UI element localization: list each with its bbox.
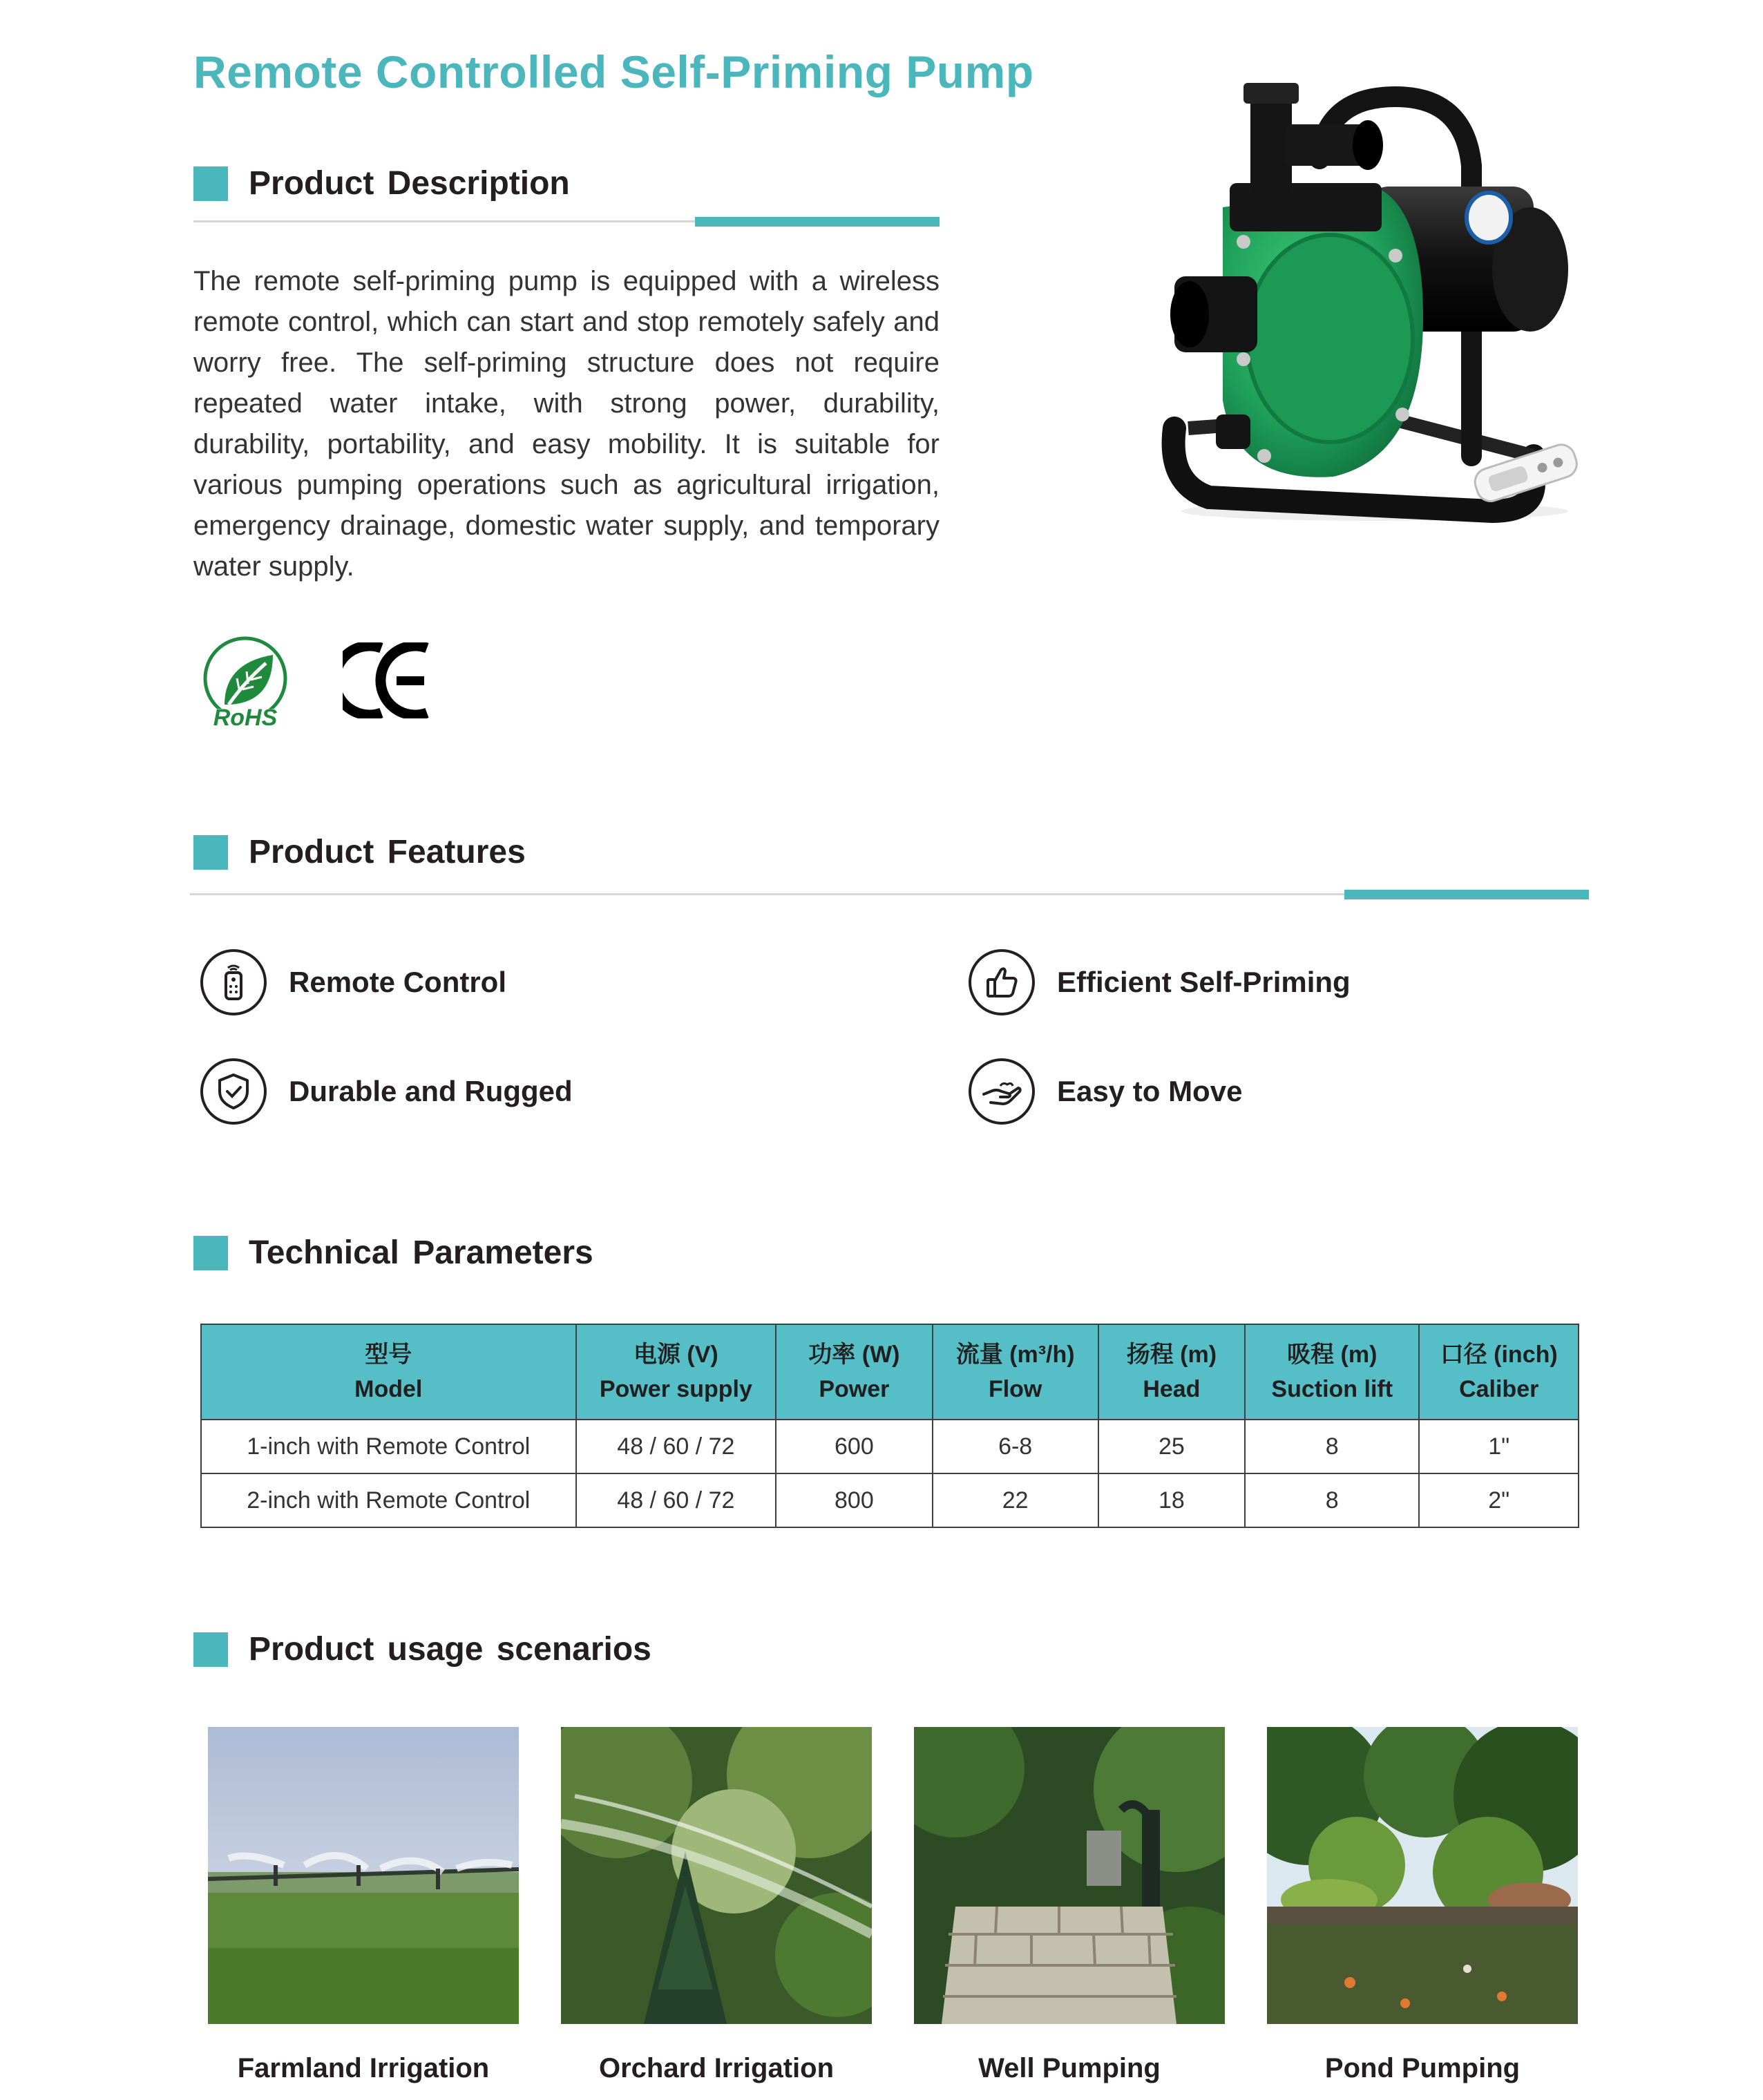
- parameters-table: [200, 1324, 1579, 1528]
- column-header: 口径 (inch) Caliber: [1419, 1324, 1579, 1420]
- section-divider-accent: [695, 217, 940, 227]
- parameters-heading: [193, 1234, 593, 1272]
- feature-easy-move: [969, 1058, 1242, 1125]
- table-cell: 22: [933, 1473, 1098, 1527]
- shield-check-icon: [200, 1058, 267, 1125]
- table-cell: 48 / 60 / 72: [576, 1473, 776, 1527]
- remote-control-icon: [200, 949, 267, 1015]
- table-cell: 25: [1098, 1420, 1245, 1473]
- rohs-logo: [197, 636, 294, 732]
- pond-pumping-image: [1267, 1727, 1578, 2024]
- scenario-caption: Well Pumping: [978, 2053, 1161, 2083]
- farmland-irrigation-image: [208, 1727, 519, 2024]
- feature-label: Efficient Self-Priming: [1057, 966, 1351, 998]
- table-row: [201, 1473, 1579, 1527]
- table-row: [201, 1420, 1579, 1473]
- table-cell: 600: [776, 1420, 932, 1473]
- feature-remote-control: [200, 949, 506, 1015]
- column-header: 流量 (m³/h) Flow: [933, 1324, 1098, 1420]
- column-header: 电源 (V) Power supply: [576, 1324, 776, 1420]
- rohs-label: RoHS: [213, 705, 278, 731]
- section-marker: [193, 1632, 228, 1667]
- table-cell: 2": [1419, 1473, 1579, 1527]
- table-cell: 48 / 60 / 72: [576, 1420, 776, 1473]
- table-header-row: [201, 1324, 1579, 1420]
- scenarios-heading-label: Product usage scenarios: [249, 1631, 651, 1668]
- column-header: 功率 (W) Power: [776, 1324, 932, 1420]
- ce-logo: [343, 642, 432, 722]
- description-heading-label: Product Description: [249, 165, 570, 202]
- table-cell: 8: [1245, 1420, 1419, 1473]
- table-cell: 1": [1419, 1420, 1579, 1473]
- orchard-irrigation-image: [561, 1727, 872, 2024]
- feature-self-priming: [969, 949, 1351, 1015]
- feature-label: Durable and Rugged: [289, 1075, 573, 1107]
- scenarios-heading: [193, 1630, 651, 1668]
- scenario-caption: Farmland Irrigation: [237, 2053, 490, 2083]
- table-cell: 800: [776, 1473, 932, 1527]
- features-heading: [193, 833, 526, 871]
- scenario-caption: Pond Pumping: [1324, 2053, 1521, 2083]
- pump-product-image: [1147, 69, 1589, 525]
- column-header: 型号 Model: [201, 1324, 576, 1420]
- column-header: 吸程 (m) Suction lift: [1245, 1324, 1419, 1420]
- table-cell: 2-inch with Remote Control: [201, 1473, 576, 1527]
- parameters-heading-label: Technical Parameters: [249, 1234, 593, 1271]
- description-heading: [193, 164, 570, 202]
- section-marker: [193, 835, 228, 870]
- well-pumping-image: [914, 1727, 1225, 2024]
- section-marker: [193, 1236, 228, 1270]
- thumbs-up-icon: [969, 949, 1035, 1015]
- section-divider-accent: [1344, 890, 1589, 899]
- features-heading-label: Product Features: [249, 834, 526, 870]
- feature-label: Easy to Move: [1057, 1075, 1243, 1107]
- table-cell: 18: [1098, 1473, 1245, 1527]
- table-cell: 6-8: [933, 1420, 1098, 1473]
- scenario-caption: Orchard Irrigation: [598, 2053, 835, 2083]
- table-cell: 1-inch with Remote Control: [201, 1420, 576, 1473]
- page-title: Remote Controlled Self-Priming Pump: [193, 46, 1034, 97]
- description-text: The remote self-priming pump is equipped with a wireless remote control, which can start and stop remotely safely and worry free. The self-priming structure does not require repeated water intake, with strong power, durability, durability, portability, and easy mobility. It is suitable for various pumping operations such as agricultural irrigation, emergency drainage, domestic water supply, and temporary water supply.: [193, 266, 940, 582]
- table-cell: 8: [1245, 1473, 1419, 1527]
- column-header: 扬程 (m) Head: [1098, 1324, 1245, 1420]
- section-marker: [193, 166, 228, 201]
- hand-icon: [969, 1058, 1035, 1125]
- feature-label: Remote Control: [289, 966, 506, 998]
- feature-durable: [200, 1058, 573, 1125]
